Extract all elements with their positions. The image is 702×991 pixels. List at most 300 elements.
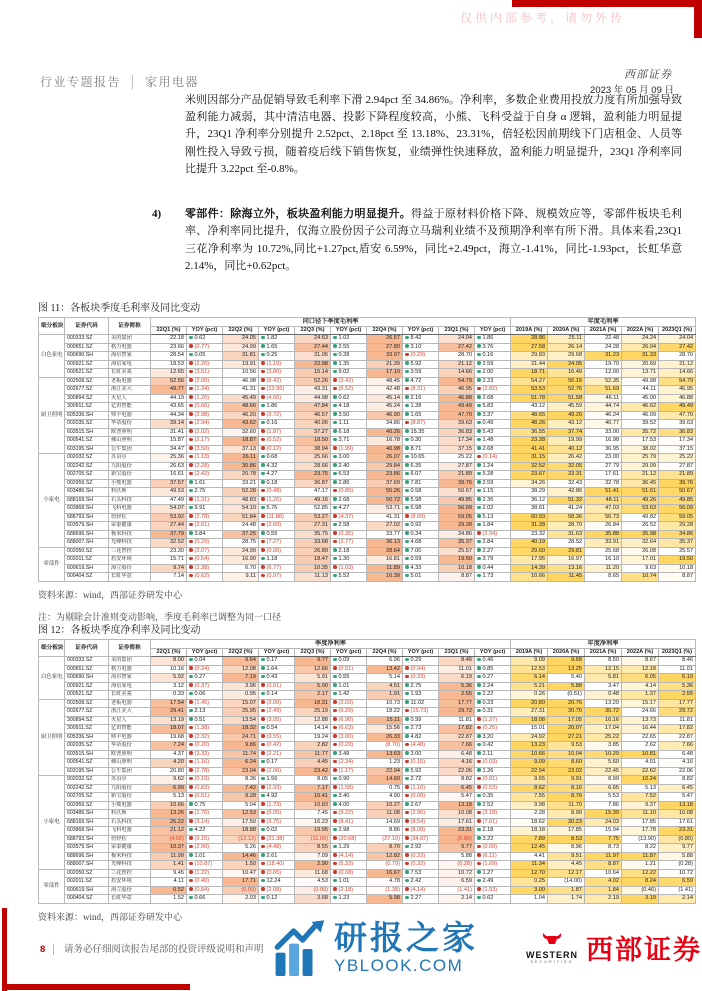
- up-dot-icon: [477, 565, 481, 569]
- yoy-value: (9.75): [266, 818, 282, 825]
- yoy-value: 1.30: [338, 556, 350, 563]
- annual-value-cell: 52.76: [548, 386, 585, 395]
- annual-value-cell: 52.35: [585, 377, 622, 386]
- table-row: [39, 496, 696, 505]
- yoy-value: 2.75: [410, 682, 422, 689]
- quarter-value-cell: 7.45: [295, 810, 331, 819]
- annual-value-cell: 3.00: [511, 886, 548, 895]
- yoy-cell: [403, 674, 439, 683]
- yoy-cell: [259, 335, 295, 344]
- annual-value-cell: 35.72: [622, 428, 659, 437]
- annual-value-cell: 31.63: [548, 530, 585, 539]
- yoy-value: 3.50: [338, 411, 350, 418]
- annual-value-cell: 21.89: [659, 471, 696, 480]
- yoy-cell: [259, 665, 295, 674]
- annual-value-cell: 24.04: [659, 335, 696, 344]
- down-dot-icon: [333, 743, 337, 747]
- stock-name: 九阳股份: [109, 462, 151, 471]
- yoy-value: 2.59: [482, 479, 494, 486]
- yoy-value: 6.53: [338, 471, 350, 478]
- stock-code: 002035.SZ: [65, 742, 109, 751]
- down-dot-icon: [333, 785, 337, 789]
- quarter-value-cell: 11.77: [295, 750, 331, 759]
- up-dot-icon: [333, 548, 337, 552]
- yoy-cell: [403, 699, 439, 708]
- up-dot-icon: [261, 472, 265, 476]
- yblook-cn-label: 研报之家: [334, 919, 478, 956]
- quarter-value-cell: 10.08: [439, 810, 475, 819]
- quarter-value-cell: 13.19: [151, 716, 187, 725]
- quarter-value-cell: 29.84: [367, 462, 403, 471]
- quarter-value-cell: 6.99: [151, 784, 187, 793]
- quarter-value-cell: 29.28: [439, 522, 475, 531]
- yoy-value: 2.02: [482, 505, 494, 512]
- up-dot-icon: [477, 378, 481, 382]
- column-header: 2021A (%): [585, 648, 622, 657]
- yoy-value: (3.14): [194, 818, 210, 825]
- yoy-cell: [331, 539, 367, 548]
- quarter-value-cell: 37.79: [151, 530, 187, 539]
- quarter-value-cell: 39.14: [151, 420, 187, 429]
- yoy-cell: [475, 352, 511, 361]
- yoy-value: (0.84): [194, 886, 210, 893]
- up-dot-icon: [477, 896, 481, 900]
- up-dot-icon: [189, 709, 193, 713]
- annual-value-cell: 26.14: [548, 343, 585, 352]
- quarter-value-cell: (0.80): [439, 835, 475, 844]
- yoy-cell: [475, 437, 511, 446]
- up-dot-icon: [333, 404, 337, 408]
- up-dot-icon: [333, 455, 337, 459]
- yoy-cell: [403, 793, 439, 802]
- column-header: 22Q3 (%): [295, 648, 331, 657]
- annual-value-cell: 6.45: [659, 784, 696, 793]
- stock-name: 科沃斯: [109, 488, 151, 497]
- yoy-cell: [403, 733, 439, 742]
- quarter-value-cell: 15.07: [223, 699, 259, 708]
- figure-11-source: 资料来源：wind，西部证券研发中心: [38, 589, 183, 600]
- stock-name: 倍轻松: [109, 513, 151, 522]
- yoy-value: (2.00): [194, 377, 210, 384]
- quarter-value-cell: 25.66: [295, 454, 331, 463]
- quarter-value-cell: 4.78: [367, 878, 403, 887]
- yoy-cell: [475, 878, 511, 887]
- quarter-value-cell: 6.59: [439, 878, 475, 887]
- table-row: [39, 437, 696, 446]
- yoy-cell: [331, 445, 367, 454]
- up-dot-icon: [405, 548, 409, 552]
- down-dot-icon: [261, 497, 265, 501]
- yoy-value: 1.82: [266, 335, 278, 342]
- annual-value-cell: 32.43: [548, 479, 585, 488]
- annual-value-cell: 49.26: [622, 496, 659, 505]
- annual-value-cell: 21.12: [622, 471, 659, 480]
- quarter-value-cell: 10.83: [295, 801, 331, 810]
- quarter-value-cell: 0.95: [223, 691, 259, 700]
- yoy-value: (0.61): [266, 682, 282, 689]
- yoy-cell: [475, 801, 511, 810]
- annual-value-cell: 23.32: [511, 530, 548, 539]
- annual-value-cell: 39.63: [659, 420, 696, 429]
- stock-name: 飞科电器: [109, 505, 151, 514]
- annual-value-cell: 21.12: [659, 360, 696, 369]
- stock-name: 格力电器: [109, 343, 151, 352]
- yoy-cell: [259, 869, 295, 878]
- paragraph-2-rest: 得益于原材料价格下降、规模效应等，零部件板块毛利率、净利率同比提升，仅海立股份因子公司海立马瑞利业绩不及预期净利率有所下滑。具体来看,23Q1 三花净利率为 10.72%,同比+1.27pct,盾安 6.59%，同比+2.49pct，海立-1.41%，同比-1.93pct，长虹华意 2.14%，同比+0.62pct。: [185, 208, 682, 273]
- up-dot-icon: [261, 455, 265, 459]
- stock-code: 600619.SH: [65, 886, 109, 895]
- quarter-value-cell: 33.97: [367, 352, 403, 361]
- down-dot-icon: [189, 845, 193, 849]
- figure-11-title: 图 11：各板块季度毛利率及同比变动: [38, 303, 201, 314]
- yoy-value: (2.08): [266, 886, 282, 893]
- quarter-value-cell: 7.66: [439, 742, 475, 751]
- annual-value-cell: 25.22: [659, 454, 696, 463]
- yoy-cell: [403, 462, 439, 471]
- annual-value-cell: 17.85: [548, 827, 585, 836]
- quarter-value-cell: 36.87: [295, 479, 331, 488]
- annual-value-cell: 51.58: [548, 394, 585, 403]
- up-dot-icon: [477, 836, 481, 840]
- down-dot-icon: [261, 785, 265, 789]
- annual-value-cell: 38.29: [511, 488, 548, 497]
- quarter-value-cell: 10.73: [367, 699, 403, 708]
- up-dot-icon: [333, 344, 337, 348]
- yoy-cell: [403, 522, 439, 531]
- annual-value-cell: 2.28: [511, 810, 548, 819]
- quarter-value-cell: 2.90: [295, 861, 331, 870]
- yoy-cell: [475, 411, 511, 420]
- up-dot-icon: [333, 421, 337, 425]
- stock-code: 603579.SH: [65, 522, 109, 531]
- yoy-value: 12.24: [266, 878, 281, 885]
- gross-margin-table: [38, 317, 696, 582]
- up-dot-icon: [261, 531, 265, 535]
- yoy-cell: [259, 394, 295, 403]
- quarter-value-cell: 23.42: [295, 767, 331, 776]
- annual-value-cell: 1.04: [511, 895, 548, 904]
- annual-value-cell: 40.77: [585, 420, 622, 429]
- down-dot-icon: [189, 514, 193, 518]
- yoy-value: 10.65: [410, 454, 425, 461]
- stock-name: 火星人: [109, 394, 151, 403]
- down-dot-icon: [477, 819, 481, 823]
- yoy-value: (2.03): [338, 699, 354, 706]
- annual-value-cell: 27.31: [511, 708, 548, 717]
- yoy-cell: [259, 462, 295, 471]
- yoy-value: (6.05): [266, 810, 282, 817]
- stock-code: 603486.SH: [65, 488, 109, 497]
- annual-value-cell: 3.19: [622, 895, 659, 904]
- figure-11: [38, 299, 695, 623]
- quarter-value-cell: 9.28: [223, 793, 259, 802]
- yoy-value: (7.27): [266, 539, 282, 546]
- up-dot-icon: [405, 768, 409, 772]
- up-dot-icon: [405, 717, 409, 721]
- annual-value-cell: 36.55: [511, 428, 548, 437]
- column-header: 22Q4 (%): [367, 326, 403, 335]
- quarter-value-cell: 44.98: [295, 394, 331, 403]
- down-dot-icon: [405, 836, 409, 840]
- up-dot-icon: [477, 506, 481, 510]
- yoy-value: 3.59: [410, 369, 422, 376]
- yoy-cell: [331, 886, 367, 895]
- annual-value-cell: 1.87: [548, 886, 585, 895]
- yoy-value: 5.43: [482, 428, 494, 435]
- yoy-value: 4.27: [338, 505, 350, 512]
- sector-label: 零部件: [39, 547, 65, 581]
- quarter-value-cell: 26.89: [295, 547, 331, 556]
- annual-value-cell: 9.53: [548, 742, 585, 751]
- annual-value-cell: 45.00: [622, 394, 659, 403]
- yoy-value: 1.01: [338, 878, 350, 885]
- stock-code: 002508.SZ: [65, 377, 109, 386]
- up-dot-icon: [333, 557, 337, 561]
- yoy-value: 1.65: [410, 411, 422, 418]
- quarter-value-cell: 4.53: [295, 878, 331, 887]
- quarter-value-cell: 5.36: [439, 682, 475, 691]
- annual-value-cell: 36.12: [511, 496, 548, 505]
- quarter-value-cell: 16.39: [367, 573, 403, 582]
- yoy-value: (7.61): [482, 818, 498, 825]
- yoy-value: (2.82): [482, 386, 498, 393]
- yoy-value: 5.83: [482, 403, 494, 410]
- yoy-cell: [187, 844, 223, 853]
- yoy-value: 4.18: [338, 403, 350, 410]
- yoy-value: (0.20): [194, 742, 210, 749]
- up-dot-icon: [333, 480, 337, 484]
- up-dot-icon: [261, 506, 265, 510]
- table-row: [39, 445, 696, 454]
- down-dot-icon: [261, 574, 265, 578]
- yoy-cell: [475, 844, 511, 853]
- stock-code: 688696.SH: [65, 852, 109, 861]
- red-top-bar: [512, 0, 702, 7]
- yoy-value: 2.18: [338, 547, 350, 554]
- yoy-value: 2.73: [410, 725, 422, 732]
- table-row: [39, 513, 696, 522]
- quarter-value-cell: 16.61: [151, 471, 187, 480]
- yoy-value: 5.98: [410, 496, 422, 503]
- yoy-value: (2.61): [194, 522, 210, 529]
- stock-code: 000921.SZ: [65, 360, 109, 369]
- yoy-value: 0.58: [410, 488, 422, 495]
- quarter-value-cell: 37.13: [223, 445, 259, 454]
- yoy-value: (1.17): [338, 767, 354, 774]
- sector-label: 零部件: [39, 869, 65, 903]
- yoy-value: 5.52: [338, 573, 350, 580]
- table-row: [39, 674, 696, 683]
- quarter-value-cell: 27.44: [151, 522, 187, 531]
- quarter-value-cell: 19.68: [151, 733, 187, 742]
- red-bottom-left-bar-horizontal: [2, 984, 190, 990]
- sector-label: 白色家电: [39, 657, 65, 700]
- quarter-value-cell: 40.06: [295, 420, 331, 429]
- annual-value-cell: 13.16: [548, 564, 585, 573]
- annual-value-cell: (0.51): [548, 691, 585, 700]
- annual-value-cell: 2.62: [622, 742, 659, 751]
- annual-value-cell: 15.94: [585, 827, 622, 836]
- yoy-value: 0.62: [482, 895, 494, 902]
- yoy-value: 0.51: [194, 716, 206, 723]
- up-dot-icon: [477, 523, 481, 527]
- yoy-value: (1.34): [194, 386, 210, 393]
- quarter-value-cell: 16.90: [223, 556, 259, 565]
- stock-name: 苏泊尔: [109, 776, 151, 785]
- up-dot-icon: [333, 802, 337, 806]
- yoy-cell: [187, 767, 223, 776]
- quarter-value-cell: 59.05: [439, 513, 475, 522]
- stock-name: 欧普照明: [109, 428, 151, 437]
- yoy-cell: [259, 513, 295, 522]
- yoy-cell: [475, 547, 511, 556]
- quarter-value-cell: 3.96: [223, 682, 259, 691]
- up-dot-icon: [405, 726, 409, 730]
- stock-name: 长虹华意: [109, 895, 151, 904]
- stock-code: 300911.SZ: [65, 725, 109, 734]
- down-dot-icon: [333, 760, 337, 764]
- yoy-value: (0.54): [194, 556, 210, 563]
- down-dot-icon: [189, 344, 193, 348]
- up-dot-icon: [333, 523, 337, 527]
- yoy-cell: [187, 827, 223, 836]
- yoy-cell: [187, 691, 223, 700]
- yoy-cell: [259, 411, 295, 420]
- yoy-value: 3.79: [482, 556, 494, 563]
- quarter-value-cell: 7.42: [223, 784, 259, 793]
- annual-value-cell: 5.36: [659, 682, 696, 691]
- column-header: YOY (pct): [475, 648, 511, 657]
- quarter-value-cell: 23.31: [439, 827, 475, 836]
- quarter-value-cell: 21.12: [151, 827, 187, 836]
- quarter-value-cell: 13.63: [367, 750, 403, 759]
- yoy-cell: [475, 665, 511, 674]
- stock-name: 三花智控: [109, 869, 151, 878]
- table-row: [39, 708, 696, 717]
- yoy-value: 3.10: [410, 343, 422, 350]
- column-header: 2023Q1 (%): [659, 326, 696, 335]
- stock-code: 603868.SH: [65, 505, 109, 514]
- annual-value-cell: 16.16: [585, 716, 622, 725]
- yoy-value: 3.22: [482, 835, 494, 842]
- yoy-value: 0.17: [266, 759, 278, 766]
- yoy-value: 2.42: [410, 878, 422, 885]
- yoy-value: 2.92: [410, 844, 422, 851]
- table-row: [39, 818, 696, 827]
- down-dot-icon: [333, 811, 337, 815]
- stock-name: 老板电器: [109, 699, 151, 708]
- yoy-value: (1.99): [338, 445, 354, 452]
- yoy-cell: [331, 496, 367, 505]
- yoy-cell: [403, 573, 439, 582]
- stock-name: 海信家电: [109, 682, 151, 691]
- stock-name: 倍轻松: [109, 835, 151, 844]
- annual-value-cell: 10.66: [511, 573, 548, 582]
- annual-value-cell: 16.98: [585, 437, 622, 446]
- yoy-value: 0.16: [266, 420, 278, 427]
- yoy-cell: [331, 861, 367, 870]
- yoy-value: (0.53): [482, 784, 498, 791]
- yoy-value: (4.48): [266, 844, 282, 851]
- down-dot-icon: [189, 429, 193, 433]
- quarter-value-cell: 19.50: [439, 556, 475, 565]
- yoy-value: (0.08): [410, 793, 426, 800]
- stock-code: 688169.SH: [65, 496, 109, 505]
- down-dot-icon: [189, 370, 193, 374]
- yoy-cell: [187, 716, 223, 725]
- table-row: [39, 835, 696, 844]
- quarter-value-cell: 27.80: [367, 343, 403, 352]
- quarter-value-cell: 48.45: [367, 377, 403, 386]
- down-dot-icon: [261, 370, 265, 374]
- quarter-value-cell: 11.01: [439, 665, 475, 674]
- quarter-value-cell: 27.31: [295, 522, 331, 531]
- down-dot-icon: [189, 683, 193, 687]
- annual-value-cell: 31.33: [622, 352, 659, 361]
- quarter-value-cell: 17.77: [439, 699, 475, 708]
- annual-value-cell: 47.70: [659, 411, 696, 420]
- up-dot-icon: [405, 463, 409, 467]
- up-dot-icon: [405, 574, 409, 578]
- yoy-cell: [475, 657, 511, 666]
- down-dot-icon: [477, 853, 481, 857]
- quarter-value-cell: 29.41: [151, 708, 187, 717]
- yoy-value: 6.98: [410, 505, 422, 512]
- stock-code: 688169.SH: [65, 818, 109, 827]
- yoy-cell: [187, 386, 223, 395]
- yoy-cell: [259, 708, 295, 717]
- down-dot-icon: [333, 887, 337, 891]
- quarter-value-cell: 24.99: [223, 343, 259, 352]
- stock-name: 火星人: [109, 716, 151, 725]
- quarter-value-cell: 24.48: [223, 522, 259, 531]
- yoy-value: (2.34): [338, 759, 354, 766]
- annual-value-cell: 8.53: [548, 835, 585, 844]
- down-dot-icon: [261, 489, 265, 493]
- up-dot-icon: [405, 777, 409, 781]
- yoy-value: (2.07): [194, 547, 210, 554]
- annual-value-cell: 5.81: [585, 674, 622, 683]
- yoy-value: (8.31): [410, 386, 426, 393]
- quarter-value-cell: 18.22: [367, 708, 403, 717]
- up-dot-icon: [405, 336, 409, 340]
- up-dot-icon: [261, 344, 265, 348]
- annual-value-cell: 5.60: [585, 759, 622, 768]
- up-dot-icon: [261, 777, 265, 781]
- yoy-value: 1.23: [338, 895, 350, 902]
- annual-value-cell: 8.99: [585, 776, 622, 785]
- quarter-value-cell: 49.49: [439, 403, 475, 412]
- yoy-value: 0.16: [482, 352, 494, 359]
- quarter-value-cell: 4.37: [151, 750, 187, 759]
- yoy-cell: [259, 471, 295, 480]
- yoy-cell: [187, 852, 223, 861]
- up-dot-icon: [477, 472, 481, 476]
- yoy-value: 0.66: [194, 895, 206, 902]
- up-dot-icon: [477, 802, 481, 806]
- annual-value-cell: 7.55: [511, 793, 548, 802]
- up-dot-icon: [261, 896, 265, 900]
- up-dot-icon: [405, 429, 409, 433]
- annual-value-cell: (0.80): [659, 835, 696, 844]
- quarter-value-cell: 21.12: [439, 360, 475, 369]
- annual-value-cell: 11.20: [585, 564, 622, 573]
- column-header: 23Q1 (%): [439, 648, 475, 657]
- quarter-value-cell: 26.57: [367, 335, 403, 344]
- yoy-cell: [475, 742, 511, 751]
- figure-12: [38, 621, 695, 923]
- annual-value-cell: 56.09: [659, 505, 696, 514]
